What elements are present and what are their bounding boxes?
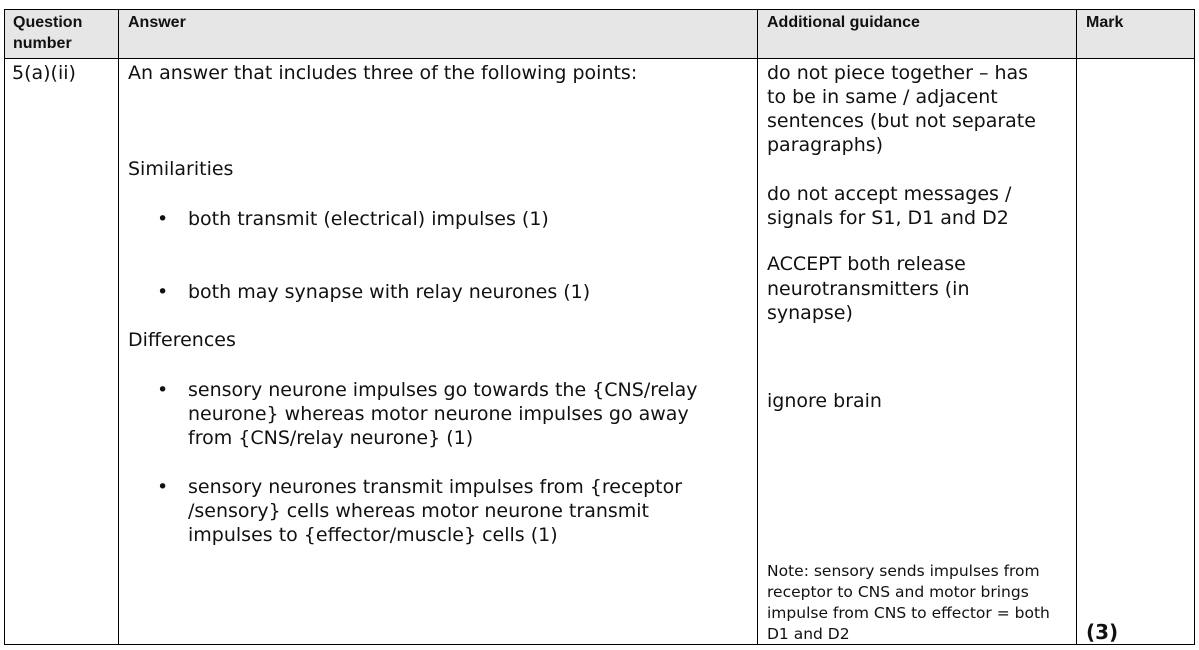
column-divider [1076, 10, 1077, 644]
bullet-marker: • [157, 208, 169, 230]
differences-heading: Differences [128, 329, 236, 351]
question-number: 5(a)(ii) [12, 62, 76, 84]
guidance-line: ignore brain [767, 390, 882, 412]
bullet-marker: • [157, 281, 169, 303]
header-guidance: Additional guidance [767, 14, 920, 31]
guidance-line: signals for S1, D1 and D2 [767, 207, 1009, 229]
note-line: impulse from CNS to effector = both [767, 604, 1050, 622]
header-mark: Mark [1086, 14, 1124, 31]
difference-line: neurone} whereas motor neurone impulses go away [188, 403, 689, 425]
guidance-line: ACCEPT both release [767, 253, 966, 275]
guidance-line: do not accept messages / [767, 183, 1012, 205]
column-divider [118, 10, 119, 644]
column-divider [757, 10, 758, 644]
guidance-line: sentences (but not separate [767, 110, 1036, 132]
similarity-point: both transmit (electrical) impulses (1) [188, 208, 549, 230]
difference-line: /sensory} cells whereas motor neurone transmit [188, 500, 650, 522]
guidance-line: synapse) [767, 302, 853, 324]
bullet-marker: • [157, 476, 169, 498]
note-line: D1 and D2 [767, 625, 850, 643]
note-line: Note: sensory sends impulses from [767, 562, 1040, 580]
similarity-point: both may synapse with relay neurones (1) [188, 281, 591, 303]
header-answer: Answer [128, 14, 186, 31]
difference-line: from {CNS/relay neurone} (1) [188, 427, 474, 449]
mark-scheme-table [4, 9, 1195, 645]
difference-line: impulses to {effector/muscle} cells (1) [188, 524, 558, 546]
mark-value: (3) [1086, 620, 1119, 644]
note-line: receptor to CNS and motor brings [767, 583, 1029, 601]
guidance-line: paragraphs) [767, 134, 884, 156]
similarities-heading: Similarities [128, 158, 234, 180]
header-question-number: Question number [13, 14, 83, 52]
guidance-line: to be in same / adjacent [767, 86, 998, 108]
bullet-marker: • [157, 379, 169, 401]
guidance-line: neurotransmitters (in [767, 278, 970, 300]
guidance-line: do not piece together – has [767, 62, 1029, 84]
answer-intro: An answer that includes three of the following points: [128, 62, 638, 84]
difference-line: sensory neurone impulses go towards the {CNS/relay [188, 379, 698, 401]
difference-line: sensory neurones transmit impulses from {receptor [188, 476, 683, 498]
